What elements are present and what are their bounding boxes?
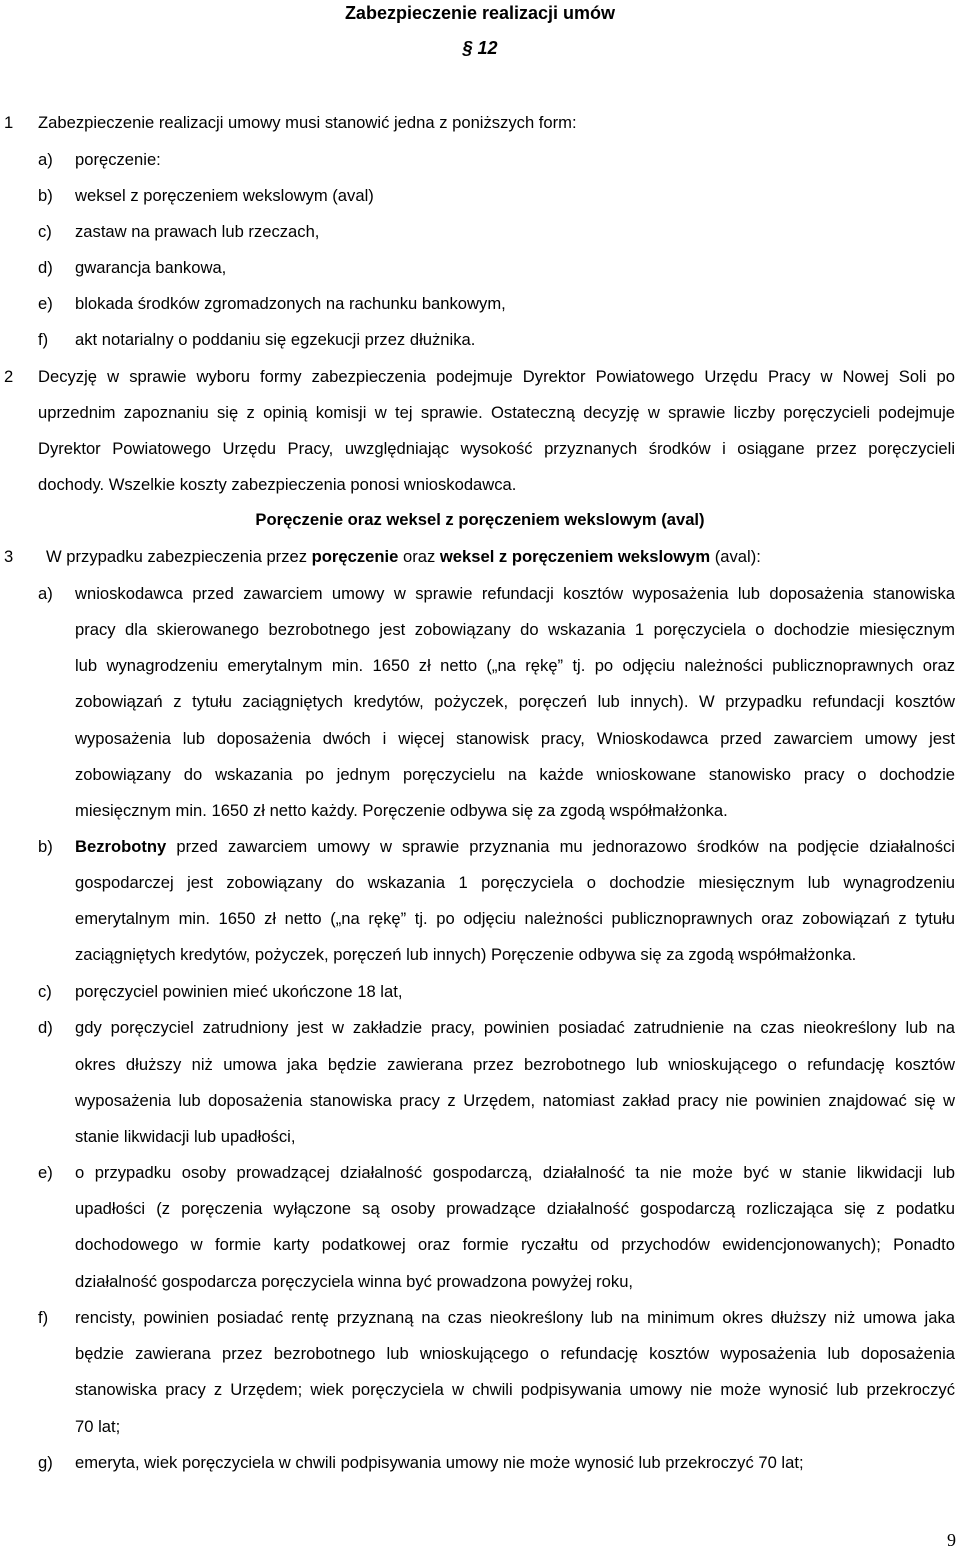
list-item: poręczenie:: [75, 150, 161, 169]
item-a-line: lub wynagrodzeniu emerytalnym min. 1650 zł netto („na rękę” tj. po odjęciu należności publicznoprawnych oraz: [75, 656, 955, 675]
list-item-label: b): [38, 186, 53, 205]
paragraph-2-line: Decyzję w sprawie wyboru formy zabezpieczenia podejmuje Dyrektor Powiatowego Urzędu Pracy w Nowej Soli po: [38, 367, 955, 386]
item-f-line: będzie zawierana przez bezrobotnego lub wnioskującego o refundację kosztów wyposażenia lub doposażenia: [75, 1344, 955, 1363]
paragraph-2-number: 2: [4, 367, 14, 386]
list-item-label: f): [38, 330, 49, 349]
paragraph-1-number: 1: [4, 113, 14, 132]
section-number: § 12: [462, 38, 498, 58]
item-d-line: okres dłuższy niż umowa jaka będzie zawierana przez bezrobotnego lub wnioskującego o refundację kosztów: [75, 1055, 955, 1074]
item-f-line: rencisty, powinien posiadać rentę przyznaną na czas nieokreślony lub na minimum okres dłuższy niż umowa jaka: [75, 1308, 955, 1327]
item-b-line: emerytalnym min. 1650 zł netto („na rękę” tj. po odjęciu należności publicznoprawnych oraz zobowiązań z tytułu: [75, 909, 955, 928]
item-g-label: g): [38, 1453, 53, 1472]
item-b-line: zaciągniętych kredytów, pożyczek, poręczeń lub innych) Poręczenie odbywa się za zgodą współmałżonka.: [75, 945, 857, 964]
item-a-line: zobowiązań z tytułu zaciągniętych kredytów, pożyczek, poręczeń lub innych). W przypadku refundacji kosztów: [75, 692, 955, 711]
list-item: zastaw na prawach lub rzeczach,: [75, 222, 320, 241]
subheading: Poręczenie oraz weksel z poręczeniem wekslowym (aval): [255, 510, 705, 529]
intro-text: W przypadku zabezpieczenia przez: [46, 547, 308, 566]
item-e-label: e): [38, 1163, 53, 1182]
item-a-line: pracy dla skierowanego bezrobotnego jest zobowiązany do wskazania 1 poręczyciela o dochodzie miesięcznym: [75, 620, 955, 639]
item-e-line: o przypadku osoby prowadzącej działalność gospodarczą, działalność ta nie może być w stanie likwidacji lub: [75, 1163, 955, 1182]
item-a-line: miesięcznym min. 1650 zł netto każdy. Poręczenie odbywa się za zgodą współmałżonka.: [75, 801, 728, 820]
list-item-label: a): [38, 150, 53, 169]
item-b-bold-term: Bezrobotny: [75, 837, 167, 856]
item-d-line: stanie likwidacji lub upadłości,: [75, 1127, 296, 1146]
item-a-line: wnioskodawca przed zawarciem umowy w sprawie refundacji kosztów wyposażenia lub doposażenia stanowiska: [75, 584, 955, 603]
list-item: blokada środków zgromadzonych na rachunku bankowym,: [75, 294, 506, 313]
document-title: Zabezpieczenie realizacji umów: [344, 3, 616, 23]
item-e-line: dochodowego w formie karty podatkowej oraz formie ryczałtu od przychodów ewidencjonowanych); Ponadto: [75, 1235, 955, 1254]
item-b-line: gospodarczej jest zobowiązany do wskazania 1 poręczyciela o dochodzie miesięcznym lub wynagrodzeniu: [75, 873, 955, 892]
list-item: weksel z poręczeniem wekslowym (aval): [75, 186, 374, 205]
intro-text: (aval):: [714, 547, 761, 566]
item-c-line: poręczyciel powinien mieć ukończone 18 lat,: [75, 982, 403, 1001]
list-item: akt notarialny o poddaniu się egzekucji przez dłużnika.: [75, 330, 476, 349]
item-d-line: gdy poręczyciel zatrudniony jest w zakładzie pracy, powinien posiadać zatrudnienie na czas nieokreślony lub na: [75, 1018, 955, 1037]
paragraph-1-text: Zabezpieczenie realizacji umowy musi stanowić jedna z poniższych form:: [38, 113, 577, 132]
intro-bold-term: poręczenie: [311, 547, 399, 566]
item-a-label: a): [38, 584, 53, 603]
item-g-line: emeryta, wiek poręczyciela w chwili podpisywania umowy nie może wynosić lub przekroczyć 70 lat;: [75, 1453, 804, 1472]
intro-text: oraz: [402, 547, 436, 566]
item-f-line: 70 lat;: [75, 1417, 121, 1436]
list-item-label: c): [38, 222, 52, 241]
item-d-label: d): [38, 1018, 53, 1037]
item-b-text: przed zawarciem umowy w sprawie przyznania mu jednorazowo środków na podjęcie działalności: [176, 837, 955, 856]
paragraph-2-line: dochody. Wszelkie koszty zabezpieczenia ponosi wnioskodawca.: [38, 475, 517, 494]
paragraph-2-line: Dyrektor Powiatowego Urzędu Pracy, uwzględniając wysokość przyznanych środków i osiągane przez poręczycieli: [38, 439, 955, 458]
item-e-line: działalność gospodarcza poręczyciela winna być prowadzona powyżej roku,: [75, 1272, 634, 1291]
intro-bold-term: weksel z poręczeniem wekslowym: [439, 547, 711, 566]
item-c-label: c): [38, 982, 52, 1001]
item-a-line: wyposażenia lub doposażenia dwóch i więcej stanowisk pracy, Wnioskodawca przed zawarciem umowy jest: [75, 729, 955, 748]
item-a-line: zobowiązany do wskazania po jednym poręczycielu na każde wnioskowane stanowisko pracy o dochodzie: [75, 765, 955, 784]
item-e-line: upadłości (z poręczenia wyłączone są osoby prowadzące działalność gospodarczą rozliczająca się z podatku: [75, 1199, 955, 1218]
paragraph-2-line: uprzednim zapoznaniu się z opinią komisji w tej sprawie. Ostateczną decyzję w sprawie liczby poręczycieli podejmuje: [38, 403, 955, 422]
item-b-first-line: [75, 837, 955, 857]
list-item: gwarancja bankowa,: [75, 258, 227, 277]
item-b-label: b): [38, 837, 53, 856]
item-f-label: f): [38, 1308, 49, 1327]
item-d-line: wyposażenia lub doposażenia stanowiska pracy z Urzędem, natomiast zakład pracy nie powinien znajdować się w: [75, 1091, 955, 1110]
paragraph-3-intro: [46, 547, 761, 567]
page-number: 9: [947, 1530, 956, 1550]
list-item-label: d): [38, 258, 53, 277]
item-f-line: stanowiska pracy z Urzędem; wiek poręczyciela w chwili podpisywania umowy nie może wynosić lub przekroczyć: [75, 1380, 955, 1399]
paragraph-3-number: 3: [4, 547, 14, 566]
list-item-label: e): [38, 294, 53, 313]
